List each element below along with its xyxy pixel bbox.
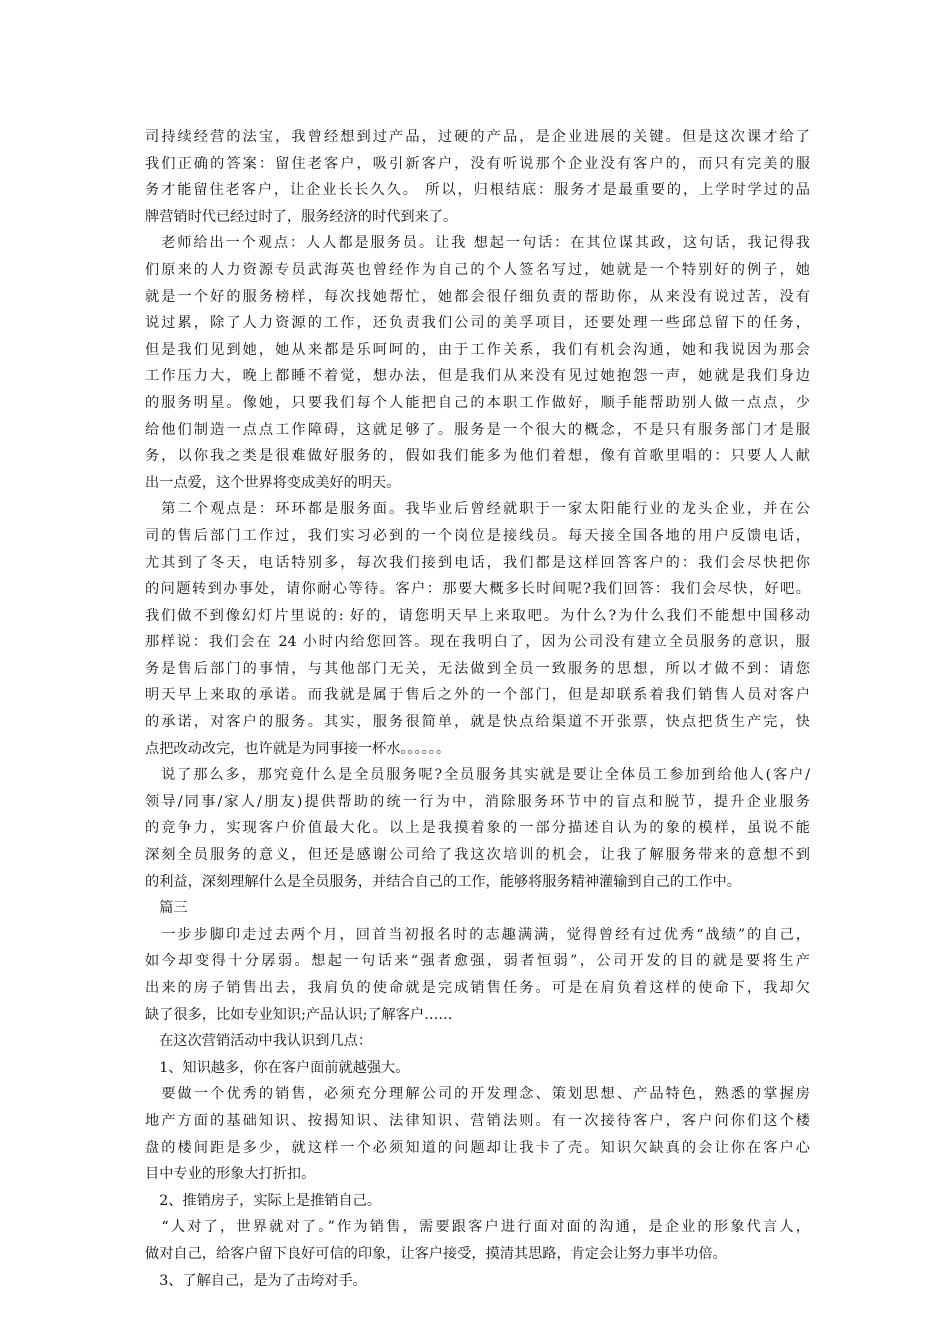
text-line: 就是一个好的服务榜样，每次找她帮忙，她都会很仔细负责的帮助你，从来没有说过苦，没有 [145,288,810,305]
text-line: 说了那么多，那究竟什么是全员服务呢?全员服务其实就是要让全体员工参加到给他人(客户/ [145,767,810,784]
text-line: 一步步脚印走过去两个月，回首当初报名时的志趣满满，觉得曾经有过优秀“战绩”的自己， [145,926,810,943]
text-line: 领导/同事/家人/朋友)提供帮助的统一行为中，消除服务环节中的盲点和脱节，提升企业服务 [145,793,810,810]
text-line: 深刻全员服务的意义，但还是感谢公司给了我这次培训的机会，让我了解服务带来的意想不到 [145,847,810,864]
text-line: 那样说：我们会在 24 小时内给您回答。现在我明白了，因为公司没有建立全员服务的意识，服 [145,634,810,651]
text-line: 如今却变得十分孱弱。想起一句话来“强者愈强，弱者恒弱”，公司开发的目的就是要将生产 [145,953,810,970]
text-line: 盘的楼间距是多少，就这样一个必须知道的问题却让我卡了壳。知识欠缺真的会让你在客户心 [145,1139,810,1156]
text-line: 我们做不到像幻灯片里说的: 好的，请您明天早上来取吧。为什么?为什么我们不能想中国移动 [145,607,810,624]
text-line: 篇三 [145,900,188,917]
text-line: 点把改动改完，也许就是为同事接一杯水。。。。。。 [145,740,451,757]
text-line: 3、了解自己，是为了击垮对手。 [145,1272,367,1289]
text-line: 做对自己，给客户留下良好可信的印象，让客户接受，摸清其思路，肯定会让努力事半功倍。 [145,1245,727,1262]
text-line: 第二个观点是：环环都是服务面。我毕业后曾经就职于一家太阳能行业的龙头企业，并在公 [145,501,810,518]
text-line: 出来的房子销售出去，我肩负的使命就是完成销售任务。可是在肩负着这样的使命下，我却欠 [145,980,810,996]
text-line: 们原来的人力资源专员武海英也曾经作为自己的个人签名写过，她就是一个特别好的例子，她 [145,261,810,278]
text-line: 老师给出一个观点：人人都是服务员。让我 想起一句话：在其位谋其政，这句话，我记得我 [145,235,810,252]
text-line: 我们正确的答案：留住老客户，吸引新客户，没有听说那个企业没有客户的，而只有完美的服 [145,155,810,172]
text-line: 的利益，深刻理解什么是全员服务，并结合自己的工作，能够将服务精神灌输到自己的工作中。 [145,873,741,890]
text-line: 司的售后部门工作过，我们实习必到的一个岗位是接线员。每天接全国各地的用户反馈电话， [145,527,810,544]
text-line: 地产方面的基础知识、按揭知识、法律知识、营销法则。有一次接待客户，客户问你们这个楼 [145,1112,810,1129]
text-line: 但是我们见到她，她从来都是乐呵呵的，由于工作关系，我们有机会沟通，她和我说因为那会 [145,341,810,358]
text-line: 在这次营销活动中我认识到几点： [145,1033,373,1050]
text-line: 的服务明星。像她，只要我们每个人能把自己的本职工作做好，顺手能帮助别人做一点点，少 [145,394,810,411]
text-line: 出一点爱，这个世界将变成美好的明天。 [145,474,401,491]
text-line: 司持续经营的法宝，我曾经想到过产品，过硬的产品，是企业进展的关键。但是这次课才给了 [145,129,810,145]
text-line: 牌营销时代已经过时了，服务经济的时代到来了。 [145,208,458,225]
text-line: 工作压力大，晚上都睡不着觉，想办法，但是我们从来没有见过她抱怨一声，她就是我们身边 [145,368,810,385]
text-line: 务，以你我之类是很难做好服务的，假如我们能多为他们着想，像有首歌里唱的：只要人人献 [145,448,810,465]
text-line: “人对了，世界就对了。”作为销售，需要跟客户进行面对面的沟通，是企业的形象代言人， [145,1219,810,1236]
text-line: 尤其到了冬天，电话特别多，每次我们接到电话，我们都是这样回答客户的：我们会尽快把你 [145,554,810,571]
text-line: 的问题转到办事处，请你耐心等待。客户：那要大概多长时间呢?我们回答：我们会尽快，好吧。 [145,581,810,598]
text-line: 2、推销房子，实际上是推销自己。 [145,1192,382,1209]
text-line: 务是售后部门的事情，与其他部门无关，无法做到全员一致服务的思想，所以才做不到：请您 [145,660,810,677]
text-line: 的承诺，对客户的服务。其实，服务很简单，就是快点给渠道不开张票，快点把货生产完，快 [145,714,810,731]
text-line: 务才能留住老客户，让企业长长久久。 所以，归根结底：服务才是最重要的，上学时学过的品 [145,182,810,199]
text-line: 的竞争力，实现客户价值最大化。以上是我摸着象的一部分描述自认为的象的模样，虽说不能 [145,820,810,837]
text-line: 说过累，除了人力资源的工作，还负责我们公司的美孚项目，还要处理一些邱总留下的任务， [145,315,810,332]
text-line: 1、知识越多，你在客户面前就越强大。 [145,1059,410,1076]
text-line: 缺了很多，比如专业知识;产品认识;了解客户…… [145,1006,453,1023]
text-line: 给他们制造一点点工作障碍，这就足够了。服务是一个很大的概念，不是只有服务部门才是服 [145,421,810,438]
text-line: 明天早上来取的承诺。而我就是属于售后之外的一个部门，但是却联系着我们销售人员对客户 [145,687,810,704]
text-line: 目中专业的形象大打折扣。 [145,1166,316,1183]
document-body [145,124,810,1294]
text-line: 要做一个优秀的销售，必须充分理解公司的开发理念、策划思想、产品特色，熟悉的掌握房 [145,1086,810,1103]
